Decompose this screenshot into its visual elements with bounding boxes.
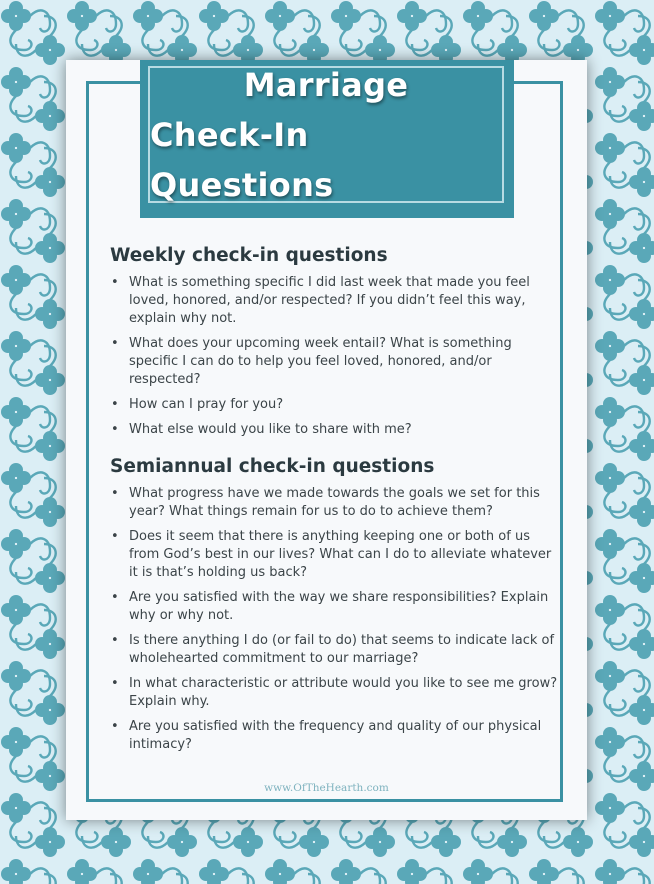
title-banner-inner-border — [148, 66, 504, 203]
weekly-question-list — [110, 274, 560, 439]
title-line-2: Check-In Questions — [150, 115, 334, 204]
semiannual-question-list — [110, 485, 560, 754]
section-heading-semiannual: Semiannual check-in questions — [110, 456, 435, 477]
section-heading-weekly: Weekly check-in questions — [110, 245, 388, 266]
list-item: • What does your upcoming week entail? What is something specific I can do to help you feel loved, honored, and/or respected? — [110, 335, 560, 389]
list-item: • Is there anything I do (or fail to do) that seems to indicate lack of wholehearted commitment to our marriage? — [110, 632, 560, 668]
list-item: • What progress have we made towards the goals we set for this year? What things remain for us to do to achieve them? — [110, 485, 560, 521]
list-item: • What else would you like to share with me? — [110, 421, 560, 439]
list-item: • What is something specific I did last week that made you feel loved, honored, and/or respected? If you didn’t feel this way, explain why not. — [110, 274, 560, 328]
title-banner — [140, 60, 514, 218]
website-footer: www.OfTheHearth.com — [264, 782, 389, 794]
main-card — [66, 60, 587, 820]
list-item: • Does it seem that there is anything keeping one or both of us from God’s best in our lives? What can I do to alleviate whatever it is that’s holding us back? — [110, 528, 560, 582]
list-item: • Are you satisfied with the way we share responsibilities? Explain why or why not. — [110, 589, 560, 625]
list-item: • How can I pray for you? — [110, 396, 560, 414]
list-item: • In what characteristic or attribute would you like to see me grow? Explain why. — [110, 675, 560, 711]
list-item: • Are you satisfied with the frequency and quality of our physical intimacy? — [110, 718, 560, 754]
content-area — [110, 243, 560, 761]
title-line-1: Marriage — [243, 65, 409, 104]
